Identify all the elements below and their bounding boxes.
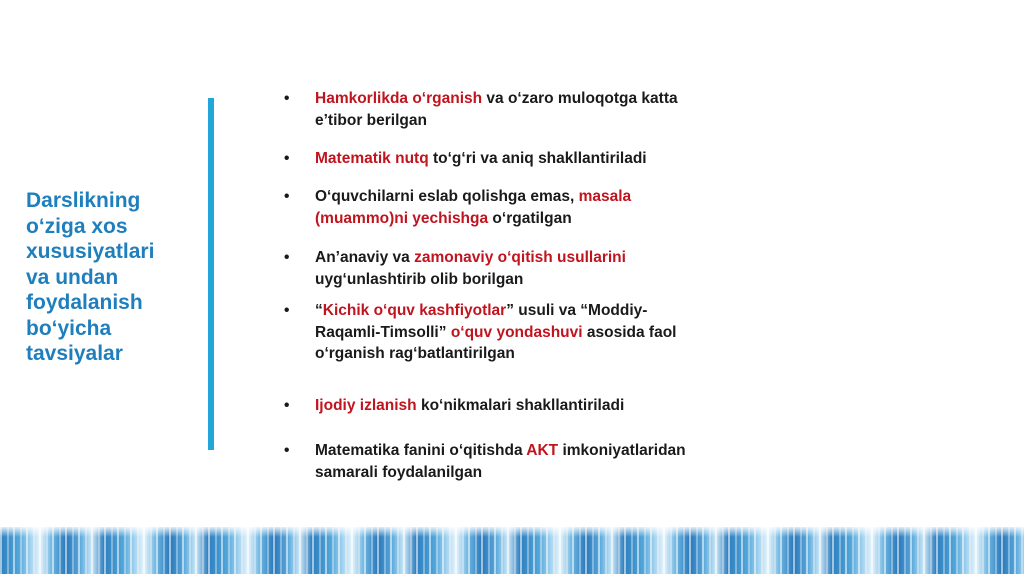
- title-line: tavsiyalar: [26, 342, 123, 365]
- bullet-text-segment: Matematika fanini o‘qitishda: [315, 442, 527, 459]
- title-line: o‘ziga xos: [26, 214, 128, 238]
- bullet-text: [315, 186, 795, 229]
- bullet-text: [315, 88, 795, 131]
- bullet-text-segment: to‘g‘ri va aniq shakllantiriladi: [428, 150, 647, 167]
- bullet-dot: •: [284, 249, 290, 266]
- bullet-text: [315, 300, 795, 365]
- bullet-text-segment: ko‘nikmalari shakllantiriladi: [416, 397, 625, 414]
- bullet-text-segment: o‘rgatilgan: [488, 209, 572, 227]
- bullet-dot: •: [284, 188, 290, 205]
- title-line: xususiyatlari: [26, 240, 155, 263]
- slide-title: [26, 188, 196, 367]
- bullet-text-segment: “: [315, 302, 323, 319]
- highlighted-text: Ijodiy izlanish: [315, 397, 417, 414]
- decorative-footer-pattern: [0, 527, 1024, 574]
- title-line: va undan: [26, 265, 119, 289]
- bullet-text-segment: imkoniyatlaridan: [558, 442, 686, 459]
- highlighted-text: masala: [578, 188, 632, 205]
- bullet-text-segment: va o‘zaro muloqotga katta: [482, 90, 678, 107]
- bullet-dot: •: [284, 442, 290, 459]
- highlighted-text: Matematik nutq: [315, 150, 429, 167]
- bullet-dot: •: [284, 397, 290, 414]
- bullet-text: [315, 395, 795, 417]
- bullet-dot: •: [284, 90, 290, 107]
- bullet-text-segment: o‘rganish rag‘batlantirilgan: [315, 345, 515, 362]
- bullet-dot: •: [284, 150, 290, 167]
- highlighted-text: Hamkorlikda o‘rganish: [315, 90, 483, 107]
- bullet-text: [315, 440, 795, 483]
- title-line: bo‘yicha: [26, 316, 112, 340]
- highlighted-text: AKT: [526, 442, 559, 459]
- bullet-text-segment: O‘quvchilarni eslab qolishga emas,: [315, 188, 579, 205]
- bullet-text-segment: ” usuli va “Moddiy-: [506, 302, 648, 319]
- title-line: foydalanish: [26, 291, 143, 314]
- highlighted-text: Kichik o‘quv kashfiyotlar: [322, 302, 507, 319]
- bullet-text-segment: e’tibor berilgan: [315, 111, 427, 129]
- bullet-text-segment: Raqamli-Timsolli”: [315, 323, 451, 341]
- bullet-text: [315, 247, 795, 290]
- bullet-text-segment: An’anaviy va: [315, 249, 415, 266]
- vertical-divider: [208, 98, 214, 450]
- bullet-dot: •: [284, 302, 290, 319]
- highlighted-text: o‘quv yondashuvi: [450, 323, 583, 341]
- bullet-text-segment: samarali foydalanilgan: [315, 463, 483, 481]
- bullet-text: [315, 148, 795, 170]
- highlighted-text: (muammo)ni yechishga: [315, 209, 489, 227]
- highlighted-text: zamonaviy o‘qitish usullarini: [414, 249, 626, 266]
- bullet-text-segment: asosida faol: [582, 323, 677, 341]
- bullet-text-segment: uyg‘unlashtirib olib borilgan: [315, 270, 524, 288]
- title-line: Darslikning: [26, 189, 141, 212]
